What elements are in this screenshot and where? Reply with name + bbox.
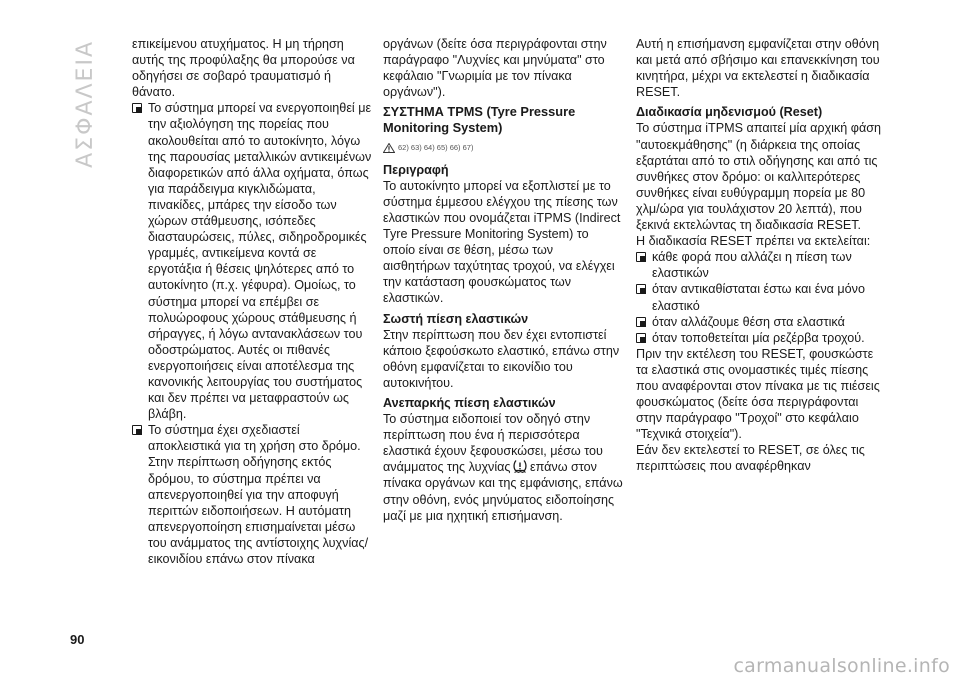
- list-item: [636, 281, 886, 313]
- paragraph-text: επάνω στον πίνακα οργάνων και της εμφάνισης, επάνω στην οθόνη, ενός μηνύματος ειδοποίησης μαζί με μια ηχητική επισήμανση.: [383, 460, 623, 523]
- warning-references: [383, 140, 623, 156]
- subsection-title: Σωστή πίεση ελαστικών: [383, 311, 529, 326]
- column-3: [636, 36, 886, 475]
- paragraph: Εάν δεν εκτελεστεί το RESET, σε όλες τις περιπτώσεις που αναφέρθηκαν: [636, 443, 865, 474]
- list-item: [132, 100, 372, 422]
- paragraph: Στην περίπτωση που δεν έχει εντοπιστεί κάποιο ξεφούσκωτο ελαστικό, επάνω στην οθόνη εμφανίζεται το εικονίδιο του αυτοκινήτου.: [383, 327, 620, 390]
- paragraph: Αυτή η επισήμανση εμφανίζεται στην οθόνη και μετά από σβήσιμο και επανεκκίνηση του κινητήρα, μέχρι να εκτελεστεί η διαδικασία RESET.: [636, 37, 880, 100]
- bullet-icon: [636, 284, 646, 294]
- paragraph: επικείμενου ατυχήματος. Η μη τήρηση αυτής της προφύλαξης θα μπορούσε να οδηγήσει σε σοβαρό τραυματισμό ή θάνατο.: [132, 37, 355, 100]
- column-1: [132, 36, 372, 567]
- bullet-icon: [636, 252, 646, 262]
- list-item: [636, 314, 886, 330]
- warning-triangle-icon: [383, 143, 395, 153]
- paragraph: Το αυτοκίνητο μπορεί να εξοπλιστεί με το σύστημα έμμεσου ελέγχου της πίεσης των ελαστικών που ονομάζεται iTPMS (Indirect Tyre Pressure Monitoring System) το οποίο είναι σε θέση, μέσω των αισθητήρων ταχύτητας τροχού, να ελέγχει την κατάσταση φουσκώματος των ελαστικών.: [383, 178, 621, 306]
- list-item-text: όταν αντικαθίσταται έστω και ένα μόνο ελαστικό: [652, 282, 865, 313]
- paragraph: [383, 411, 623, 524]
- page-number: 90: [70, 632, 85, 647]
- section-title: ΣΥΣΤΗΜΑ TPMS (Tyre Pressure Monitoring System): [383, 104, 576, 136]
- reference-numbers: 62) 63) 64) 65) 66) 67): [398, 142, 474, 152]
- tyre-pressure-warning-icon: [513, 459, 527, 474]
- paragraph-text: Το σύστημα ειδοποιεί τον οδηγό στην περίπτωση που ένα ή περισσότερα ελαστικά έχουν ξεφουσκώσει, μέσω του ανάμματος της λυχνίας: [383, 412, 603, 475]
- paragraph: Πριν την εκτέλεση του RESET, φουσκώστε τα ελαστικά στις ονομαστικές τιμές πίεσης που αναφέρονται στον πίνακα με τις πιέσεις φουσκώματος (δείτε όσα περιγράφονται στην παράγραφο "Τροχοί" στο κεφάλαιο "Τεχνικά στοιχεία").: [636, 346, 880, 442]
- paragraph: Το σύστημα iTPMS απαιτεί μία αρχική φάση "αυτοεκμάθησης" (η διάρκεια της οποίας εξαρτάται από το στιλ οδήγησης και από τις συνθήκες στον δρόμο: οι καλλιτερότερες συνθήκες είναι ευθύγραμμη πορεία με 80 χλμ/ώρα για τουλάχιστον 20 λεπτά), που ξεκινά εκτελώντας τη διαδικασία RESET.: [636, 121, 882, 233]
- bullet-icon: [636, 333, 646, 343]
- list-item-text: κάθε φορά που αλλάζει η πίεση των ελαστικών: [652, 250, 852, 281]
- list-item: [636, 330, 886, 346]
- chapter-title: ΑΣΦΑΛΕΙΑ: [73, 40, 98, 168]
- list-item: [132, 422, 372, 567]
- list-item-text: Το σύστημα μπορεί να ενεργοποιηθεί με την αξιολόγηση της πορείας που ακολουθείται από το αυτοκίνητο, λόγω της παρουσίας μεταλλικών αντικειμένων διαφορετικών από άλλα οχήματα, όπως για παράδειγμα κιγκλιδώματα, πινακίδες, μπάρες την είσοδο των χώρων στάθμευσης, ισόπεδες διασταυρώσεις, πύλες, σιδηροδρομικές γραμμές, αντικείμενα κοντά σε εργοτάξια ή θέσεις ψηλότερες από το αυτοκίνητο (π.χ. γέφυρα). Ομοίως, το σύστημα μπορεί να επέμβει σε πολυώροφους χώρους στάθμευσης ή σήραγγες, ή λόγω αντανακλάσεων του οδοστρώματος. Αυτές οι πιθανές ενεργοποιήσεις είναι αποτέλεσμα της κανονικής λειτουργίας του συστήματος και δεν πρέπει να μεταφραστούν ως βλάβη.: [148, 101, 372, 422]
- subsection-title: Περιγραφή: [383, 162, 449, 177]
- list-item-text: όταν αλλάζουμε θέση στα ελαστικά: [652, 314, 845, 329]
- watermark: carmanualsonline.info: [733, 655, 950, 677]
- bullet-icon: [132, 425, 142, 435]
- subsection-title: Διαδικασία μηδενισμού (Reset): [636, 105, 823, 120]
- bullet-icon: [132, 103, 142, 113]
- paragraph: οργάνων (δείτε όσα περιγράφονται στην παράγραφο "Λυχνίες και μηνύματα" στο κεφάλαιο "Γνωριμία με τον πίνακα οργάνων").: [383, 37, 607, 100]
- column-2: [383, 36, 623, 524]
- list-item: [636, 249, 886, 281]
- paragraph: Η διαδικασία RESET πρέπει να εκτελείται:: [636, 234, 871, 249]
- list-item-text: όταν τοποθετείται μία ρεζέρβα τροχού.: [652, 330, 865, 345]
- subsection-title: Ανεπαρκής πίεση ελαστικών: [383, 395, 556, 410]
- bullet-icon: [636, 317, 646, 327]
- list-item-text: Το σύστημα έχει σχεδιαστεί αποκλειστικά για τη χρήση στο δρόμο. Στην περίπτωση οδήγησης εκτός δρόμου, το σύστημα πρέπει να απενεργοποιηθεί για την αποφυγή περιττών ειδοποιήσεων. Η αυτόματη απενεργοποίηση επισημαίνεται μέσω του ανάμματος της αντίστοιχης λυχνίας/εικονιδίου επάνω στον πίνακα: [148, 423, 369, 566]
